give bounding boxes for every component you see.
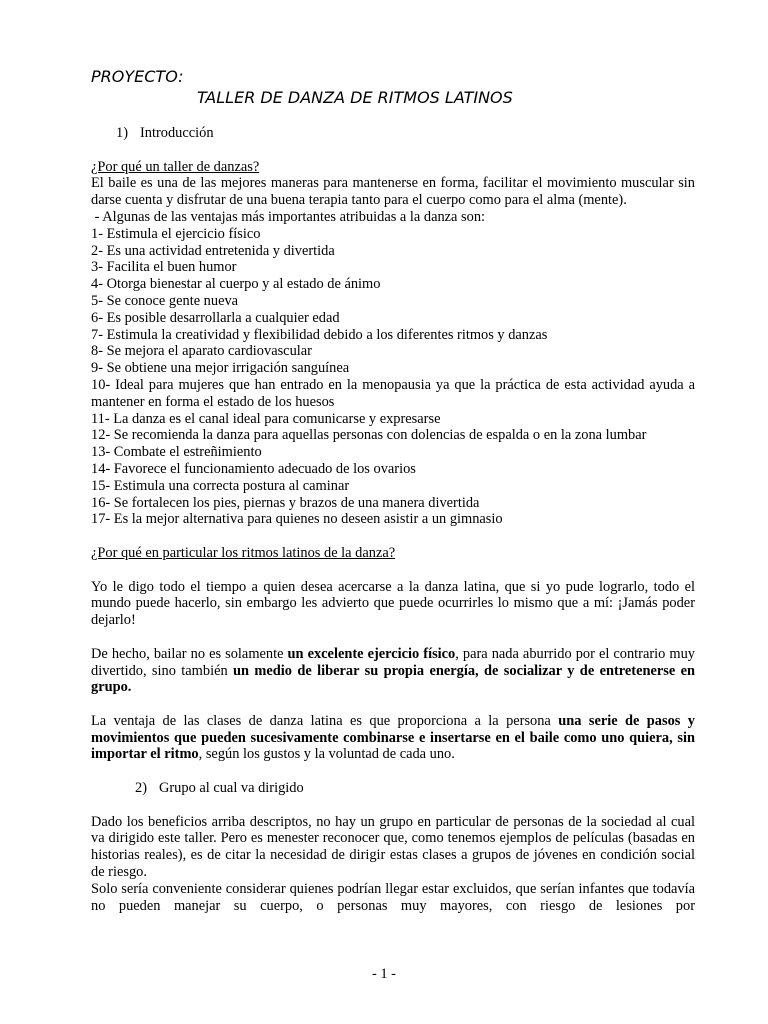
ventaja-item: 12- Se recomienda la danza para aquellas personas con dolencias de espalda o en la zona lumbar	[91, 427, 647, 444]
title-line-2: TALLER DE DANZA DE RITMOS LATINOS	[197, 88, 513, 107]
section-label: Grupo al cual va dirigido	[159, 780, 304, 797]
ventaja-item: 4- Otorga bienestar al cuerpo y al estado de ánimo	[91, 276, 381, 293]
paragraph-solo: Solo sería conveniente considerar quienes podrían llegar estar excluidos, que serían infantes que todavía no pueden manejar su cuerpo, o personas muy mayores, con riesgo de lesiones por	[91, 880, 695, 914]
ventaja-item: 10- Ideal para mujeres que han entrado en la menopausia ya que la práctica de esta actividad ayuda a mantener en forma el estado de los huesos	[91, 376, 695, 410]
ventaja-item: 17- Es la mejor alternativa para quienes no deseen asistir a un gimnasio	[91, 511, 503, 528]
bold-run: un excelente ejercicio físico	[287, 645, 456, 662]
text-run: La ventaja de las clases de danza latina es que proporciona a la persona	[91, 712, 559, 729]
intro-paragraph: El baile es una de las mejores maneras para mantenerse en forma, facilitar el movimiento muscular sin darse cuenta y disfrutar de una buena terapia tanto para el cuerpo como para el alma (mente).	[91, 175, 695, 209]
document-body	[91, 125, 695, 914]
document-title	[91, 67, 701, 108]
paragraph-dado: Dado los beneficios arriba descriptos, no hay un grupo en particular de personas de la sociedad al cual va dirigido este taller. Pero es menester reconocer que, como tenemos ejemplos de películas (basadas en historias reales), es de citar la necesidad de dirigir estas clases a grupos de jóvenes en condición social de riesgo.	[91, 813, 695, 881]
paragraph-de-hecho	[91, 646, 695, 696]
text-run: De hecho, bailar no es solamente	[91, 645, 288, 662]
question-heading-1: ¿Por qué un taller de danzas?	[91, 158, 260, 175]
question-heading-2: ¿Por qué en particular los ritmos latinos de la danza?	[91, 544, 396, 561]
page-number: - 1 -	[372, 966, 396, 982]
ventaja-item: 11- La danza es el canal ideal para comunicarse y expresarse	[91, 410, 441, 427]
ventaja-item: 8- Se mejora el aparato cardiovascular	[91, 343, 312, 360]
ventaja-item: 13- Combate el estreñimiento	[91, 444, 262, 461]
ventaja-item: 3- Facilita el buen humor	[91, 259, 237, 276]
bold-run: una serie de pasos y movimientos que pueden sucesivamente combinarse e insertarse en el baile como uno quiera, sin importar el ritmo	[91, 712, 695, 763]
ventaja-item: 6- Es posible desarrollarla a cualquier edad	[91, 309, 340, 326]
ventajas-intro: - Algunas de las ventajas más importantes atribuidas a la danza son:	[91, 208, 486, 225]
ventaja-item: 1- Estimula el ejercicio físico	[91, 225, 261, 242]
text-run: , según los gustos y la voluntad de cada uno.	[198, 746, 455, 763]
ventaja-item: 5- Se conoce gente nueva	[91, 292, 239, 309]
ventaja-item: 15- Estimula una correcta postura al caminar	[91, 477, 350, 494]
paragraph-ventaja	[91, 713, 695, 763]
paragraph-yo: Yo le digo todo el tiempo a quien desea acercarse a la danza latina, que si yo pude lograrlo, todo el mundo puede hacerlo, sin embargo les advierto que puede ocurrirles lo mismo que a mí: ¡Jamás poder dejarlo!	[91, 578, 695, 629]
section-heading-1	[91, 125, 695, 142]
ventaja-item: 9- Se obtiene una mejor irrigación sanguínea	[91, 360, 350, 377]
title-line-1: PROYECTO:	[91, 67, 184, 86]
section-number: 1)	[116, 125, 128, 141]
ventaja-item: 16- Se fortalecen los pies, piernas y brazos de una manera divertida	[91, 494, 480, 511]
ventajas-list	[91, 226, 695, 528]
section-number: 2)	[135, 780, 147, 797]
section-heading-2	[91, 780, 695, 797]
text-run: , para nada aburrido por el contrario muy divertido, sino también	[91, 645, 695, 679]
section-label: Introducción	[140, 125, 214, 141]
ventaja-item: 14- Favorece el funcionamiento adecuado de los ovarios	[91, 460, 416, 477]
bold-run: un medio de liberar su propia energía, de socializar y de entretenerse en grupo.	[91, 662, 695, 696]
ventaja-item: 2- Es una actividad entretenida y divertida	[91, 242, 335, 259]
ventaja-item: 7- Estimula la creatividad y flexibilidad debido a los diferentes ritmos y danzas	[91, 326, 548, 343]
